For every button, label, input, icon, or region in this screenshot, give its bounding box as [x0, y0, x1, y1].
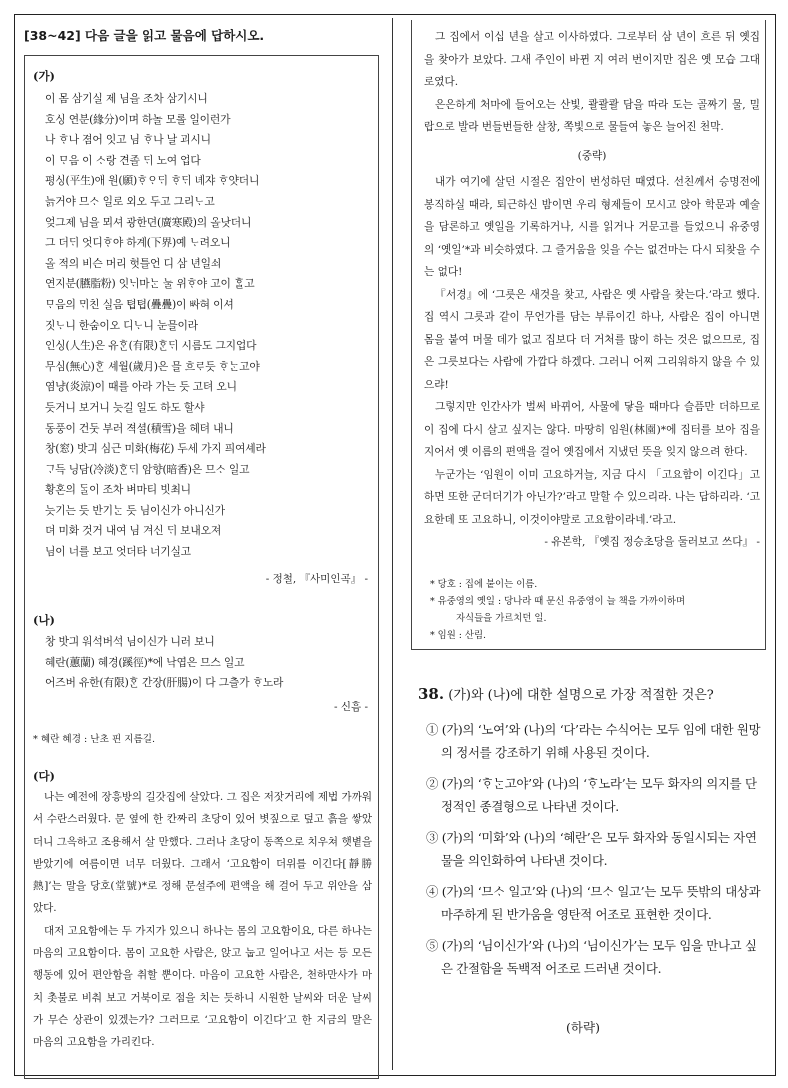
- prose-da-left: [33, 786, 372, 1054]
- poem-line: 엊그제 님을 뫼셔 광한뎐(廣寒殿)의 올낫더니: [45, 215, 252, 229]
- poem-line: 인싱(人生)은 유ᄒᆞᆫ(有限)ᄒᆞᆫᄃᆡ 시름도 그지업다: [45, 339, 257, 353]
- paragraph: 나는 예전에 장흥방의 길갓집에 살았다. 그 집은 저잣거리에 제법 가까워서 수란스러웠다. 문 옆에 한 칸짜리 초당이 있어 볏짚으로 덮고 흙을 쌓았더니 그윽하고 조용해서 살 만했다. 그러나 초당이 동쪽으로 치우쳐 햇볕을 받았기에 여름이면 너무 더웠다. 그래서 ‘고요함이 더위를 이긴다[靜勝熱]’는 말을 당호(堂號)*로 정해 문설주에 편액을 해 걸어 두고 위안을 삼았다.: [33, 791, 372, 915]
- source-ga: - 정철, 『사미인곡』 -: [265, 573, 368, 585]
- question-prompt: (가)와 (나)에 대한 설명으로 가장 적절한 것은?: [444, 688, 714, 703]
- poem-line: 창(窓) 밧긔 심근 미화(梅花) 두세 가지 픠여셰라: [45, 442, 266, 456]
- poem-line: 짓ᄂᆞ니 한숨이오 디ᄂᆞ니 눈믈이라: [45, 318, 198, 332]
- question-number: 38.: [418, 685, 445, 703]
- answer-choice-2[interactable]: ② (가)의 ‘ᄒᆞᄂᆞᆫ고야’와 (나)의 ‘ᄒᆞ노라’는 모두 화자의 의지를 단정적인 종결형으로 나타낸 것이다.: [426, 776, 757, 814]
- omitted-marker: (중략): [577, 149, 607, 162]
- answer-choices: [426, 718, 766, 988]
- question-stem: [418, 684, 768, 703]
- poem-na: [45, 632, 375, 694]
- section-label-da: (다): [33, 769, 55, 783]
- poem-line: 늙거야 므ᄉᆞ 일로 외오 두고 그리ᄂᆞ고: [45, 194, 215, 208]
- omitted-below-marker: (하략): [566, 1020, 600, 1035]
- prose-da-right: [424, 26, 760, 554]
- paragraph: 그렇지만 인간사가 벌써 바뀌어, 사물에 닿을 때마다 슬픔만 더하므로 이 집에 다시 살고 싶지는 않다. 마땅히 임원(林園)*에 집터를 보아 집을 지어서 옛 이름의 편액을 걸어 옛집에서 지냈던 뜻을 잊지 않으려 한다.: [424, 401, 760, 458]
- poem-line: 연지분(臙脂粉) 잇ᄂᆡ마ᄂᆞᆫ 눌 위ᄒᆞ야 고이 ᄒᆞᆯ고: [45, 277, 255, 291]
- poem-line: 무심(無心)ᄒᆞᆫ 셰월(歲月)은 믈 흐ᄅᆞ듯 ᄒᆞᄂᆞᆫ고야: [45, 359, 260, 373]
- column-divider: [392, 18, 393, 1070]
- poem-line: ᄆᆞ음의 ᄆᆡ친 실음 텹텹(疊疊)이 ᄡᅡ혀 이셔: [45, 297, 234, 311]
- poem-line: 올 적의 비슨 머리 헛틀언 디 삼 년일쇠: [45, 256, 222, 270]
- source-da: - 유본학, 『옛집 정승초당을 둘러보고 쓰다』 -: [544, 536, 760, 548]
- answer-choice-4[interactable]: ④ (가)의 ‘므ᄉᆞ 일고’와 (나)의 ‘므ᄉᆞ 일고’는 모두 뜻밖의 대상과 마주하게 된 반가움을 영탄적 어조로 표현한 것이다.: [426, 884, 761, 922]
- poem-line: 님이 너를 보고 엇더타 너기실고: [45, 545, 191, 559]
- answer-choice-3[interactable]: ③ (가)의 ‘미화’와 (나)의 ‘혜란’은 모두 화자와 동일시되는 자연물을 의인화하여 나타낸 것이다.: [426, 830, 757, 868]
- poem-line: 황혼의 ᄃᆞᆯ이 조차 벼마티 빗최니: [45, 483, 191, 497]
- footnote: * 당호 : 집에 붙이는 이름.: [430, 579, 538, 590]
- paragraph: 은은하게 처마에 들어오는 산빛, 콸콸콸 담을 따라 도는 골짜기 물, 밀랍으로 발라 번들번들한 살창, 쪽빛으로 물들여 놓은 늘어진 천막.: [424, 98, 760, 133]
- poem-line: 동풍이 건둣 부러 젹셜(積雪)을 헤텨 내니: [45, 421, 234, 435]
- footnotes-da: [430, 576, 685, 644]
- answer-choice-1[interactable]: ① (가)의 ‘노여’와 (나)의 ‘다’라는 수식어는 모두 임에 대한 원망의 정서를 강조하기 위해 사용된 것이다.: [426, 722, 761, 760]
- footnote: 자식들을 가르치던 일.: [456, 613, 547, 624]
- instruction: [38~42] 다음 글을 읽고 물음에 답하시오.: [24, 28, 265, 43]
- paragraph: 대저 고요함에는 두 가지가 있으니 하나는 몸의 고요함이요, 다른 하나는 마음의 고요함이다. 몸이 고요한 사람은, 앉고 눕고 일어나고 서는 등 모든 행동에 있어 편안함을 취할 뿐이다. 마음이 고요한 사람은, 천하만사가 마치 촛불로 비춰 보고 거북이로 점을 치는 듯하니 시원한 날씨와 더운 날씨가 무슨 상관이 있겠는가? 그러므로 ‘고요함이 이긴다’고 한 지금의 말은 마음의 고요함을 가리킨다.: [33, 924, 372, 1049]
- source-na: - 신흠 -: [333, 701, 368, 713]
- poem-line: 창 밧긔 워석버석 님이신가 니러 보니: [45, 635, 215, 648]
- paragraph: 내가 여기에 살던 시절은 집안이 번성하던 때였다. 선친께서 승명전에 봉직하실 때라, 퇴근하신 밤이면 우리 형제들이 모시고 앉아 학문과 예술을 담론하고 옛일을 기록하거나, 시를 읽거나 거문고를 들었으니 유중영의 ‘옛일’*과 비슷하였다. 그 즐거움을 잊을 수는 없건마는 다시 되찾을 수는 없다!: [424, 176, 760, 278]
- poem-line: 이 ᄆᆞ음 이 ᄉᆞ랑 견졸 ᄃᆡ 노여 업다: [45, 153, 201, 167]
- poem-line: 뎌 미화 것거 내여 님 겨신 ᄃᆡ 보내오져: [45, 524, 222, 538]
- poem-line: 늣기는 듯 반기ᄂᆞᆫ 듯 님이신가 아니신가: [45, 503, 225, 517]
- section-label-na: (나): [33, 613, 55, 627]
- poem-line: 그 더ᄃᆡ 엇디ᄒᆞ야 하계(下界)예 ᄂᆞ려오니: [45, 236, 231, 250]
- poem-line: 평싱(平生)애 원(願)ᄒᆞᄋᆞᄃᆡ ᄒᆞᄃᆡ 녜쟈 ᄒᆞ얏더니: [45, 174, 260, 188]
- poem-line: 듯거니 보거니 늣길 일도 하도 할샤: [45, 400, 205, 414]
- paragraph: 누군가는 ‘임원이 이미 고요하거늘, 지금 다시 「고요함이 이긴다」고 하면 또한 군더더기가 아닌가?’라고 말할 수 있으리라. 나는 답하리라. ‘고요한데 또 고요하니, 이것이야말로 고요함이라네.’라고.: [424, 468, 760, 526]
- paragraph: 그 집에서 이십 년을 살고 이사하였다. 그로부터 삼 년이 흐른 뒤 옛집을 찾아가 보았다. 그새 주인이 바뀐 지 여러 번이지만 집은 옛 모습 그대로였다.: [424, 31, 760, 88]
- footnote: * 임원 : 산림.: [430, 630, 486, 641]
- paragraph: 『서경』에 ‘그릇은 새것을 찾고, 사람은 옛 사람을 찾는다.’라고 했다. 집 역시 그릇과 같이 무언가를 담는 부류이긴 하나, 사람은 집이 아니면 몸을 붙여 머물 데가 없고 집보다 더 거처를 많이 하는 것은 없으므로, 집은 그릇보다는 사람에 가깝다 하겠다. 그러니 어찌 그리워하지 않을 수 있으랴!: [424, 288, 760, 391]
- poem-line: 호싱 연분(緣分)이며 하놀 모롤 일이런가: [45, 112, 231, 126]
- poem-line: 나 ᄒᆞ나 졈어 잇고 님 ᄒᆞ나 날 괴시니: [45, 133, 211, 147]
- poem-line: 염냥(炎涼)이 때를 아라 가는 듯 고텨 오니: [45, 380, 237, 394]
- passage-box-left: [24, 55, 379, 1079]
- poem-line: 혜란(蕙蘭) 혜경(蹊徑)*에 낙엽은 므스 일고: [45, 655, 245, 669]
- footnote-na: * 혜란 혜경 : 난초 핀 지름길.: [33, 734, 156, 745]
- answer-choice-5[interactable]: ⑤ (가)의 ‘님이신가’와 (나)의 ‘님이신가’는 모두 임을 만나고 싶은 간절함을 독백적 어조로 드러낸 것이다.: [426, 938, 757, 976]
- poem-line: ᄀᆞ득 닝담(冷淡)ᄒᆞᆫᄃᆡ 암향(暗香)은 므ᄉᆞ 일고: [45, 462, 250, 476]
- poem-line: 이 몸 삼기실 제 님을 조차 삼기시니: [45, 92, 208, 105]
- poem-ga: [45, 89, 375, 563]
- poem-line: 어즈버 유한(有限)ᄒᆞᆫ 간장(肝腸)이 다 그츨가 ᄒᆞ노라: [45, 676, 284, 690]
- footnote: * 유중영의 옛일 : 당나라 때 문신 유중영이 늘 책을 가까이하며: [430, 596, 685, 607]
- section-label-ga: (가): [33, 69, 55, 83]
- passage-box-right: [411, 20, 766, 650]
